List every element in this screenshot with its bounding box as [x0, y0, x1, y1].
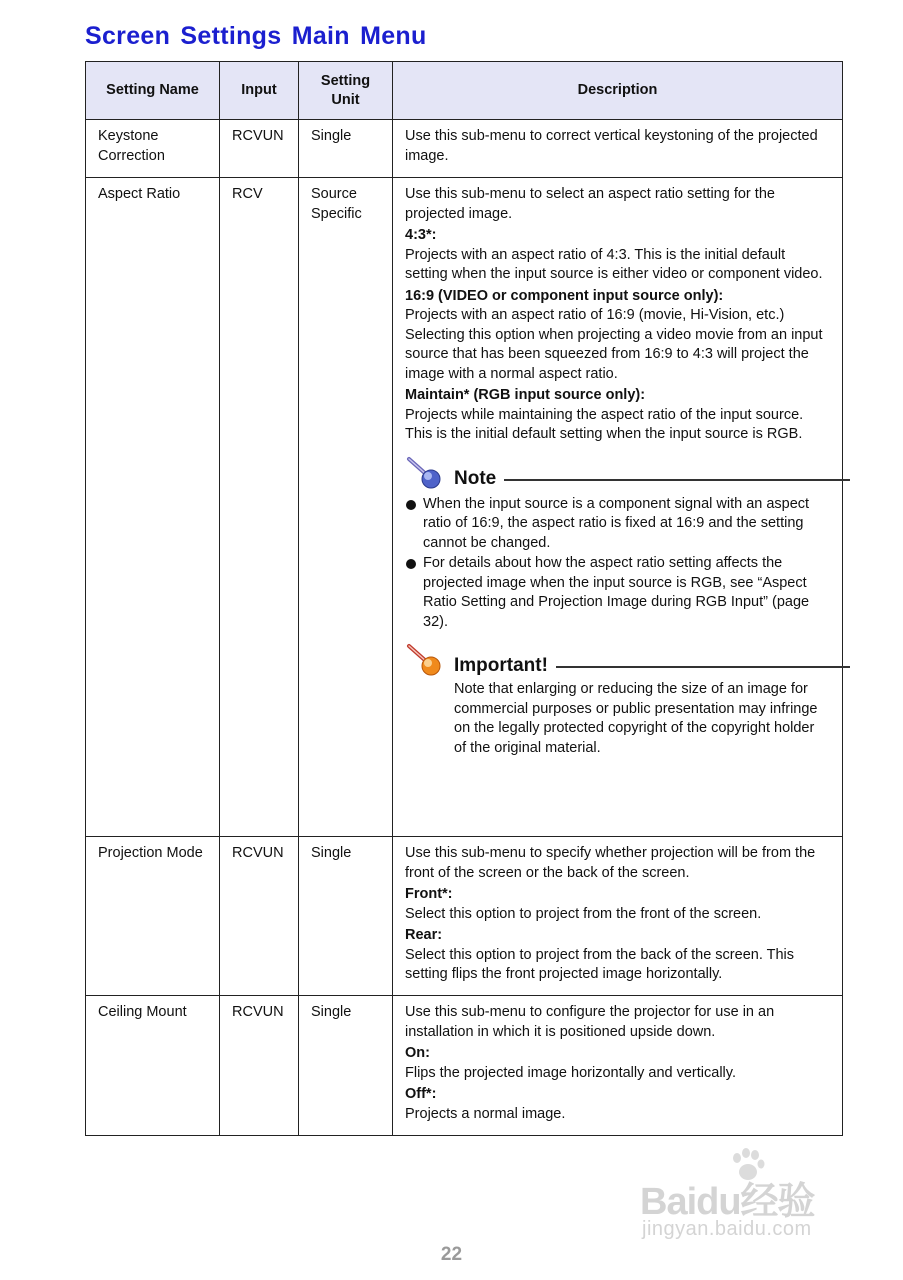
table-row	[86, 120, 843, 178]
note-box	[405, 465, 830, 633]
note-pin-icon	[405, 455, 447, 493]
setting-name: Aspect Ratio	[86, 178, 220, 837]
settings-table	[85, 61, 843, 1136]
note-list	[405, 495, 830, 633]
option-text: Projects with an aspect ratio of 4:3. This is the initial default setting when the input source is either video or component video.	[405, 246, 823, 282]
setting-input: RCVUN	[220, 120, 299, 178]
note-item: For details about how the aspect ratio setting affects the projected image when the input source is RGB, see “Aspect Ratio Setting and Projection Image during RGB Input” (page 32).	[405, 554, 830, 632]
note-title: Note	[454, 467, 497, 489]
important-text: Note that enlarging or reducing the size of an image for commercial purposes or public presentation may infringe on the legally protected copyright of the copyright holder of the original material.	[454, 681, 818, 756]
setting-name: Ceiling Mount	[86, 996, 220, 1136]
watermark-logo: Baidu经验	[640, 1181, 815, 1223]
note-item: When the input source is a component signal with an aspect ratio of 16:9, the aspect ratio is fixed at 16:9 and the setting cannot be changed.	[405, 495, 830, 554]
watermark-url: jingyan.baidu.com	[642, 1218, 812, 1240]
important-title: Important!	[454, 655, 548, 677]
description-intro: Use this sub-menu to correct vertical keystoning of the projected image.	[405, 128, 818, 164]
description-intro: Use this sub-menu to select an aspect ratio setting for the projected image.	[405, 186, 775, 222]
note-divider	[504, 479, 850, 481]
header-setting-name: Setting Name	[86, 62, 220, 120]
header-description: Description	[393, 62, 843, 120]
setting-description	[393, 837, 843, 996]
table-header-row	[86, 62, 843, 120]
table-row	[86, 996, 843, 1136]
table-row	[86, 837, 843, 996]
page-number: 22	[440, 1244, 463, 1265]
header-setting-unit: Setting Unit	[299, 62, 393, 120]
setting-unit: Single	[299, 837, 393, 996]
table-row	[86, 178, 843, 837]
option-text: Flips the projected image horizontally and vertically.	[405, 1064, 736, 1081]
option-label: On:	[405, 1045, 430, 1061]
setting-unit: Source Specific	[299, 178, 393, 837]
setting-description	[393, 996, 843, 1136]
option-text: Projects while maintaining the aspect ratio of the input source. This is the initial default setting when the input source is RGB.	[405, 406, 804, 442]
option-text: Projects a normal image.	[405, 1105, 566, 1122]
description-intro: Use this sub-menu to specify whether projection will be from the front of the screen or the back of the screen.	[405, 845, 816, 881]
setting-description	[393, 178, 843, 837]
description-intro: Use this sub-menu to configure the projector for use in an installation in which it is positioned upside down.	[405, 1004, 775, 1040]
setting-unit: Single	[299, 120, 393, 178]
setting-unit: Single	[299, 996, 393, 1136]
option-label: Rear:	[405, 927, 443, 943]
important-pin-icon	[405, 642, 447, 680]
setting-input: RCVUN	[220, 837, 299, 996]
header-input: Input	[220, 62, 299, 120]
important-divider	[556, 666, 850, 668]
option-label: Maintain* (RGB input source only):	[405, 387, 646, 403]
setting-description	[393, 120, 843, 178]
baidu-watermark	[640, 1148, 855, 1248]
setting-input: RCVUN	[220, 996, 299, 1136]
option-label: 16:9 (VIDEO or component input source only):	[405, 287, 724, 304]
setting-name: Projection Mode	[86, 837, 220, 996]
option-text: Select this option to project from the front of the screen.	[405, 905, 762, 922]
option-label: 4:3*:	[405, 227, 437, 243]
setting-input: RCV	[220, 178, 299, 837]
option-label: Front*:	[405, 886, 453, 902]
option-text: Select this option to project from the back of the screen. This setting flips the front projected image horizontally.	[405, 946, 795, 982]
setting-name: Keystone Correction	[86, 120, 220, 178]
option-text: Projects with an aspect ratio of 16:9 (movie, Hi-Vision, etc.) Selecting this option when projecting a video movie from an input source that has been squeezed from 16:9 to 4:3 will project the image with a normal aspect ratio.	[405, 307, 823, 382]
page-title: Screen Settings Main Menu	[85, 22, 427, 50]
option-label: Off*:	[405, 1086, 437, 1102]
important-box	[405, 652, 830, 758]
